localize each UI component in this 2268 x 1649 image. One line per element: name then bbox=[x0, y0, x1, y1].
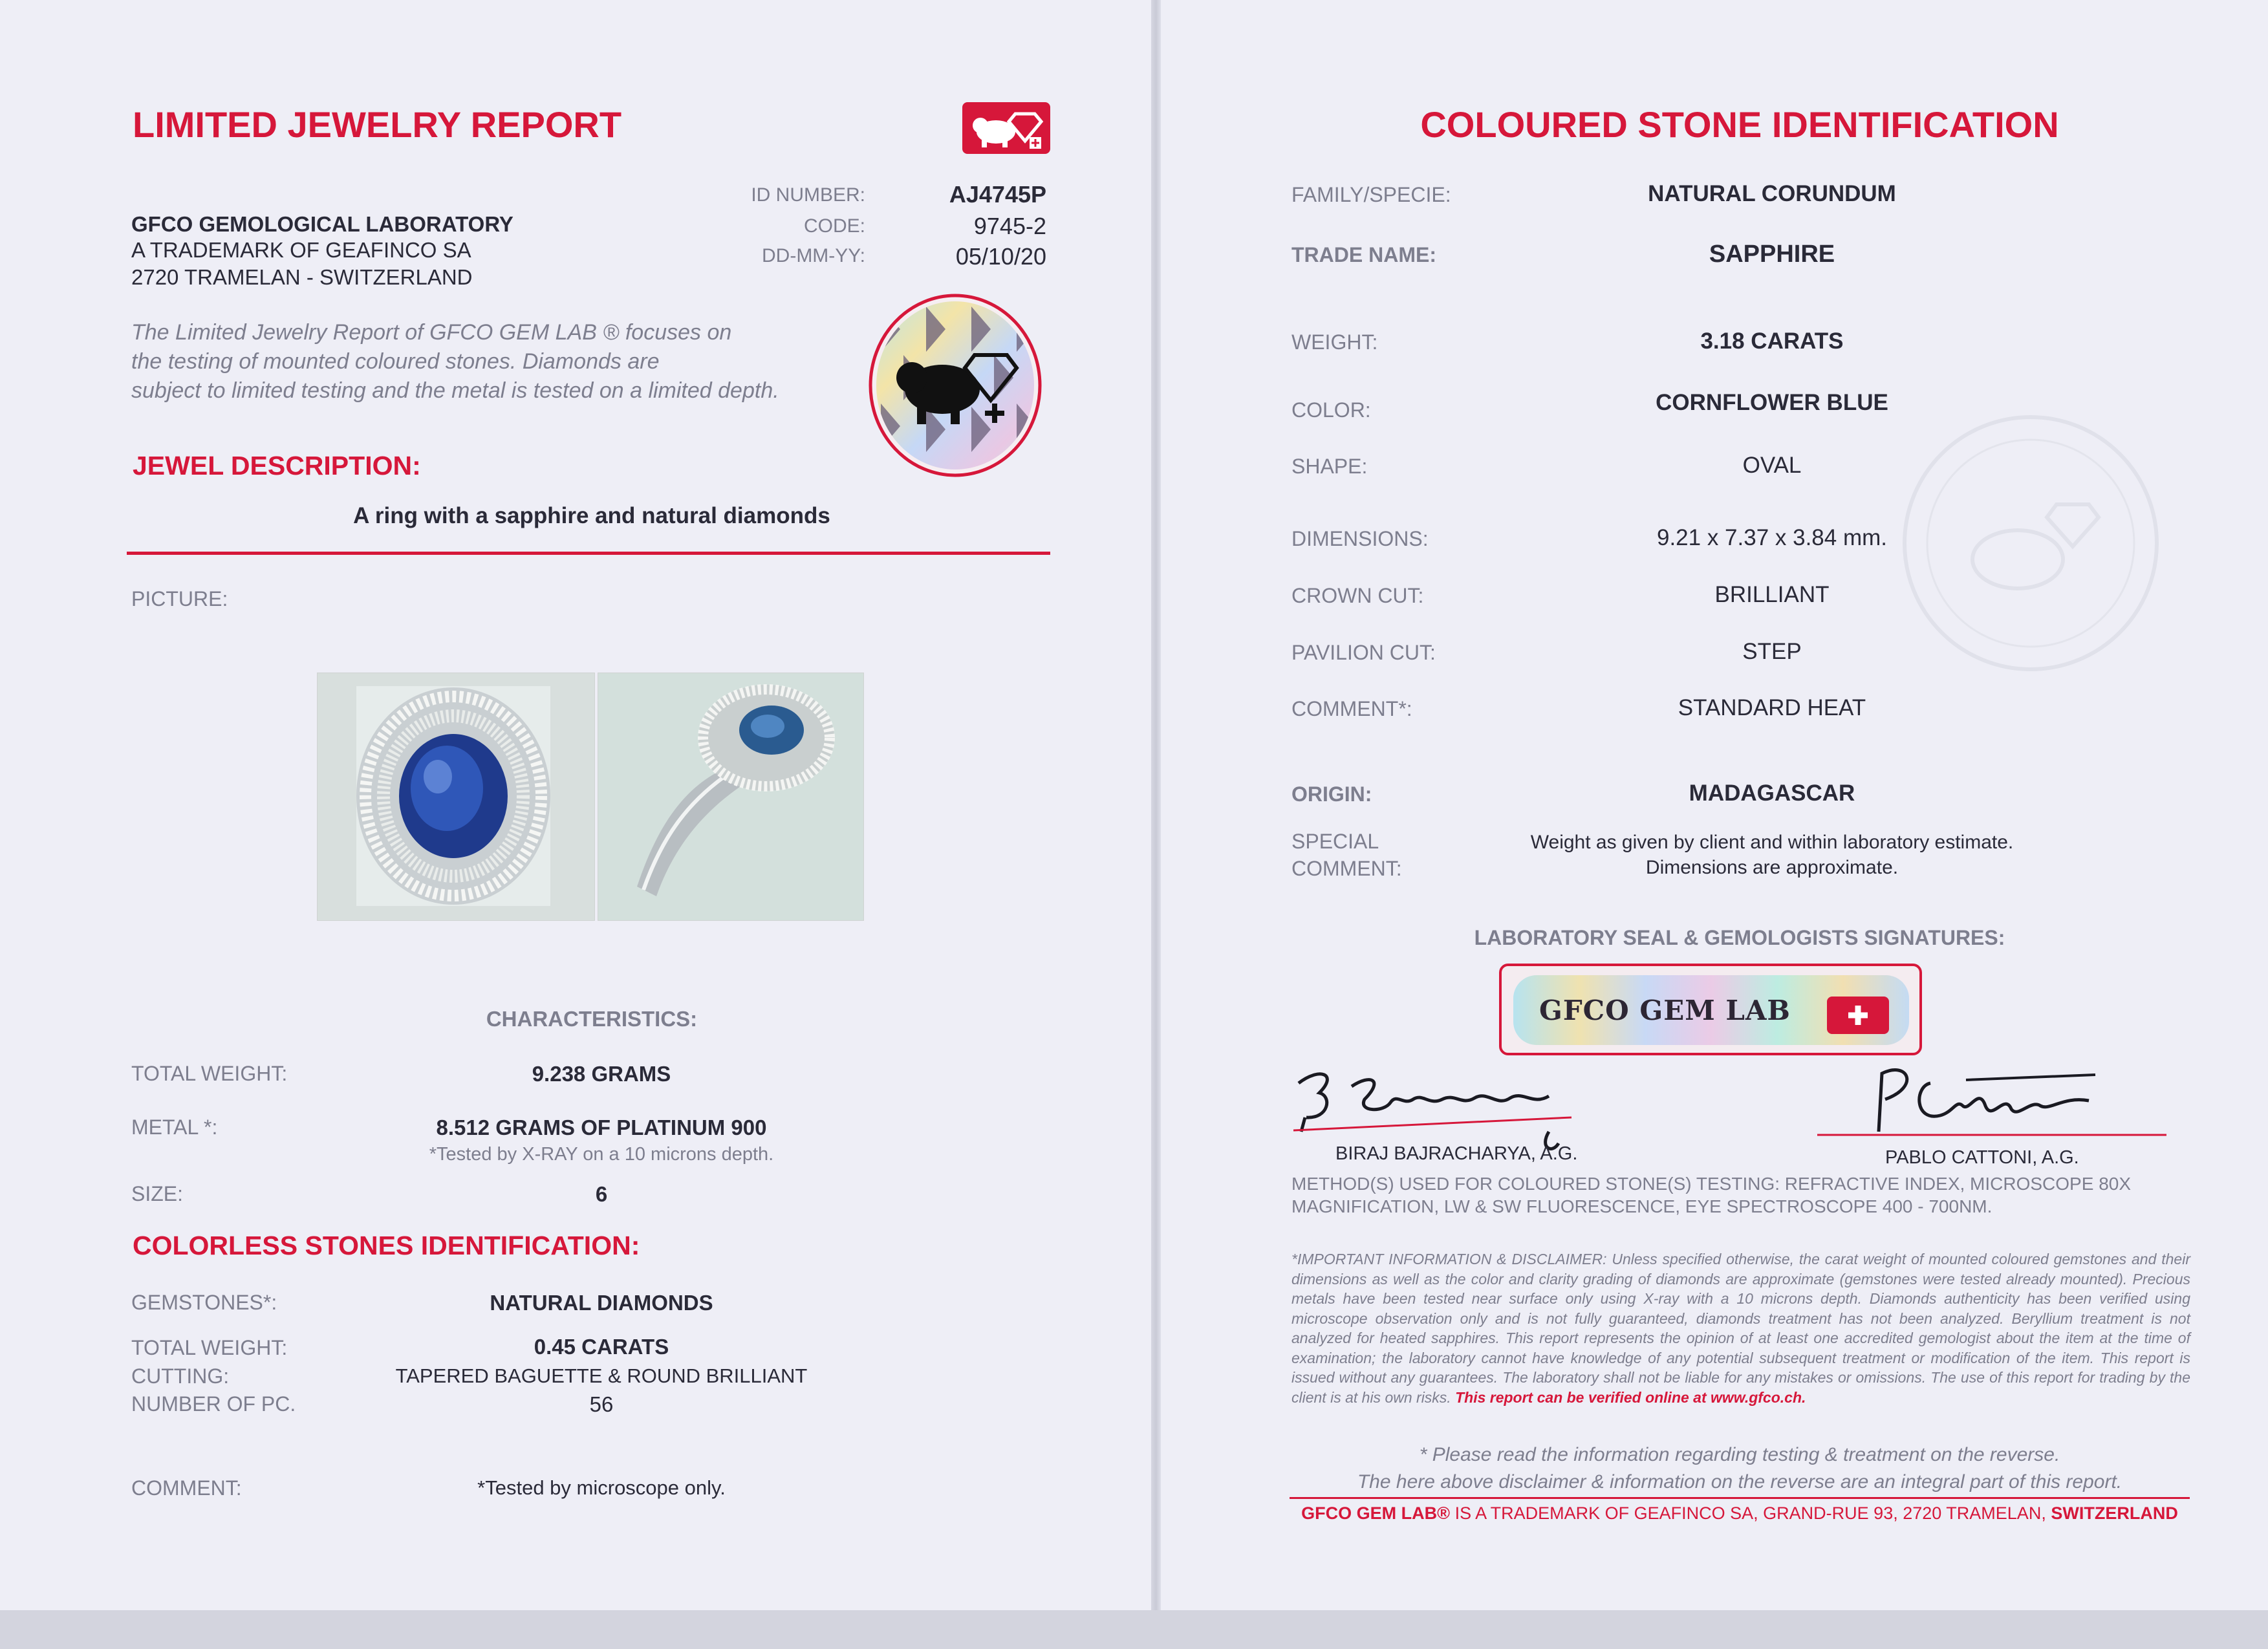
reverse-note-1: * Please read the information regarding testing & treatment on the reverse. bbox=[1419, 1444, 2060, 1465]
crown: BRILLIANT bbox=[1714, 582, 1830, 607]
metal-label: METAL *: bbox=[131, 1116, 218, 1139]
metal: 8.512 GRAMS OF PLATINUM 900 bbox=[436, 1116, 767, 1139]
sig1-name: BIRAJ BAJRACHARYA, A.G. bbox=[1335, 1143, 1578, 1164]
crown-label: CROWN CUT: bbox=[1291, 584, 1424, 607]
family-label: FAMILY/SPECIE: bbox=[1291, 183, 1451, 206]
picture-label: PICTURE: bbox=[131, 587, 228, 610]
lab-name: GFCO GEMOLOGICAL LABORATORY bbox=[131, 212, 513, 236]
trade-label: TRADE NAME: bbox=[1291, 243, 1436, 266]
intro-line-2: the testing of mounted coloured stones. Diamonds are bbox=[131, 349, 660, 374]
left-page bbox=[0, 0, 1151, 1610]
sig2-name: PABLO CATTONI, A.G. bbox=[1885, 1147, 2079, 1168]
report-title: LIMITED JEWELRY REPORT bbox=[133, 104, 622, 145]
date-label: DD-MM-YY: bbox=[762, 245, 865, 266]
disclaimer-text: *IMPORTANT INFORMATION & DISCLAIMER: Unless specified otherwise, the carat weight of mounted coloured gemstones and their dimensions as well as the color and clarity grading of diamonds are approximate (gemstones were tested already mounted). Precious metals have been tested near surface only using X-ray with a 10 microns depth. Diamonds authenticity has been verified using microscope observation only and is not fully guaranteed, diamonds treatment has not been analyzed. Beryllium treatment is not analyzed for heated sapphires. This report represents the opinion of at least one accredited gemologist about the item at the time of examination; the laboratory cannot have knowledge of any potential subsequent treatment or modification of the item. This report is issued without any guarantees. The laboratory shall not be liable for any mistakes or omissions. The use of this report for trading by the client is at his own risks. bbox=[1291, 1251, 2190, 1406]
comment-label: COMMENT*: bbox=[1291, 697, 1412, 720]
page-fold bbox=[1151, 0, 1161, 1610]
comment: STANDARD HEAT bbox=[1678, 695, 1866, 720]
shape: OVAL bbox=[1742, 453, 1802, 478]
code-label: CODE: bbox=[803, 215, 865, 237]
footer bbox=[1161, 1503, 2268, 1524]
total-weight: 9.238 GRAMS bbox=[532, 1062, 671, 1086]
special-label-1: SPECIAL bbox=[1291, 830, 1379, 853]
right-page bbox=[1161, 0, 2268, 1610]
weight-label: WEIGHT: bbox=[1291, 330, 1378, 354]
weight: 3.18 CARATS bbox=[1700, 329, 1844, 354]
footer-country: SWITZERLAND bbox=[2051, 1503, 2178, 1523]
seal-heading: LABORATORY SEAL & GEMOLOGISTS SIGNATURES: bbox=[1474, 926, 2005, 949]
special-label-2: COMMENT: bbox=[1291, 857, 1402, 880]
date: 05/10/20 bbox=[955, 243, 1046, 270]
characteristics-heading: CHARACTERISTICS: bbox=[486, 1007, 698, 1031]
trade: SAPPHIRE bbox=[1709, 241, 1835, 268]
ring-photo-front bbox=[317, 673, 595, 921]
lab-line-2: A TRADEMARK OF GEAFINCO SA bbox=[131, 238, 471, 262]
ring-photo-side bbox=[598, 673, 864, 921]
pavilion-label: PAVILION CUT: bbox=[1291, 641, 1436, 664]
id-number: AJ4745P bbox=[949, 181, 1046, 208]
origin-label: ORIGIN: bbox=[1291, 782, 1372, 806]
origin: MADAGASCAR bbox=[1689, 781, 1855, 806]
metal-note: *Tested by X-RAY on a 10 microns depth. bbox=[429, 1144, 774, 1165]
color-label: COLOR: bbox=[1291, 398, 1371, 422]
description-rule bbox=[127, 552, 1050, 555]
intro-line-1: The Limited Jewelry Report of GFCO GEM LAB ® focuses on bbox=[131, 320, 732, 345]
swiss-cross-icon bbox=[1827, 997, 1889, 1034]
cutting: TAPERED BAGUETTE & ROUND BRILLIANT bbox=[395, 1364, 808, 1387]
method-line-2: MAGNIFICATION, LW & SW FLUORESCENCE, EYE SPECTROSCOPE 400 - 700NM. bbox=[1291, 1196, 1993, 1216]
jewel-description-heading: JEWEL DESCRIPTION: bbox=[133, 451, 421, 480]
gfco-logo-icon bbox=[962, 102, 1050, 154]
footer-address: IS A TRADEMARK OF GEAFINCO SA, GRAND-RUE 93, 2720 TRAMELAN, bbox=[1454, 1503, 2046, 1523]
hologram-seal bbox=[868, 294, 1042, 477]
comment-label: COMMENT: bbox=[131, 1476, 242, 1500]
dimensions-label: DIMENSIONS: bbox=[1291, 527, 1429, 550]
id-number-label: ID NUMBER: bbox=[751, 184, 865, 206]
footer-rule bbox=[1290, 1497, 2190, 1499]
lab-line-3: 2720 TRAMELAN - SWITZERLAND bbox=[131, 265, 473, 289]
gemstones-label: GEMSTONES*: bbox=[131, 1291, 277, 1314]
signature-cattoni bbox=[1817, 1061, 2166, 1145]
disclaimer bbox=[1291, 1249, 2190, 1407]
jewel-description: A ring with a sapphire and natural diamonds bbox=[353, 503, 830, 528]
shape-label: SHAPE: bbox=[1291, 455, 1368, 478]
code: 9745-2 bbox=[973, 213, 1046, 239]
verify-online-link[interactable]: This report can be verified online at www.gfco.ch. bbox=[1455, 1388, 1806, 1406]
pavilion: STEP bbox=[1742, 639, 1802, 664]
method-line-1: METHOD(S) USED FOR COLOURED STONE(S) TESTING: REFRACTIVE INDEX, MICROSCOPE 80X bbox=[1291, 1174, 2132, 1194]
size: 6 bbox=[595, 1182, 608, 1206]
reverse-note-2: The here above disclaimer & information on the reverse are an integral part of this report. bbox=[1357, 1471, 2122, 1493]
stones-weight: 0.45 CARATS bbox=[534, 1335, 669, 1359]
total-weight-label: TOTAL WEIGHT: bbox=[131, 1062, 288, 1085]
special-comment-2: Dimensions are approximate. bbox=[1645, 857, 1899, 878]
cutting-label: CUTTING: bbox=[131, 1364, 230, 1388]
stones-weight-label: TOTAL WEIGHT: bbox=[131, 1336, 288, 1359]
gemstones: NATURAL DIAMONDS bbox=[490, 1291, 713, 1315]
comment: *Tested by microscope only. bbox=[477, 1476, 726, 1499]
intro-line-3: subject to limited testing and the metal is tested on a limited depth. bbox=[131, 378, 779, 403]
color: CORNFLOWER BLUE bbox=[1656, 390, 1888, 415]
stone-title: COLOURED STONE IDENTIFICATION bbox=[1420, 104, 2059, 145]
lab-seal-text: GFCO GEM LAB bbox=[1539, 995, 1791, 1026]
special-comment-1: Weight as given by client and within laboratory estimate. bbox=[1530, 832, 2014, 853]
scan-bottom-strip bbox=[0, 1610, 2268, 1649]
pcs: 56 bbox=[589, 1392, 614, 1416]
size-label: SIZE: bbox=[131, 1182, 184, 1205]
family: NATURAL CORUNDUM bbox=[1648, 181, 1896, 206]
dimensions: 9.21 x 7.37 x 3.84 mm. bbox=[1656, 525, 1887, 550]
colorless-heading: COLORLESS STONES IDENTIFICATION: bbox=[133, 1231, 640, 1260]
pcs-label: NUMBER OF PC. bbox=[131, 1392, 296, 1416]
footer-brand: GFCO GEM LAB® bbox=[1301, 1503, 1451, 1523]
